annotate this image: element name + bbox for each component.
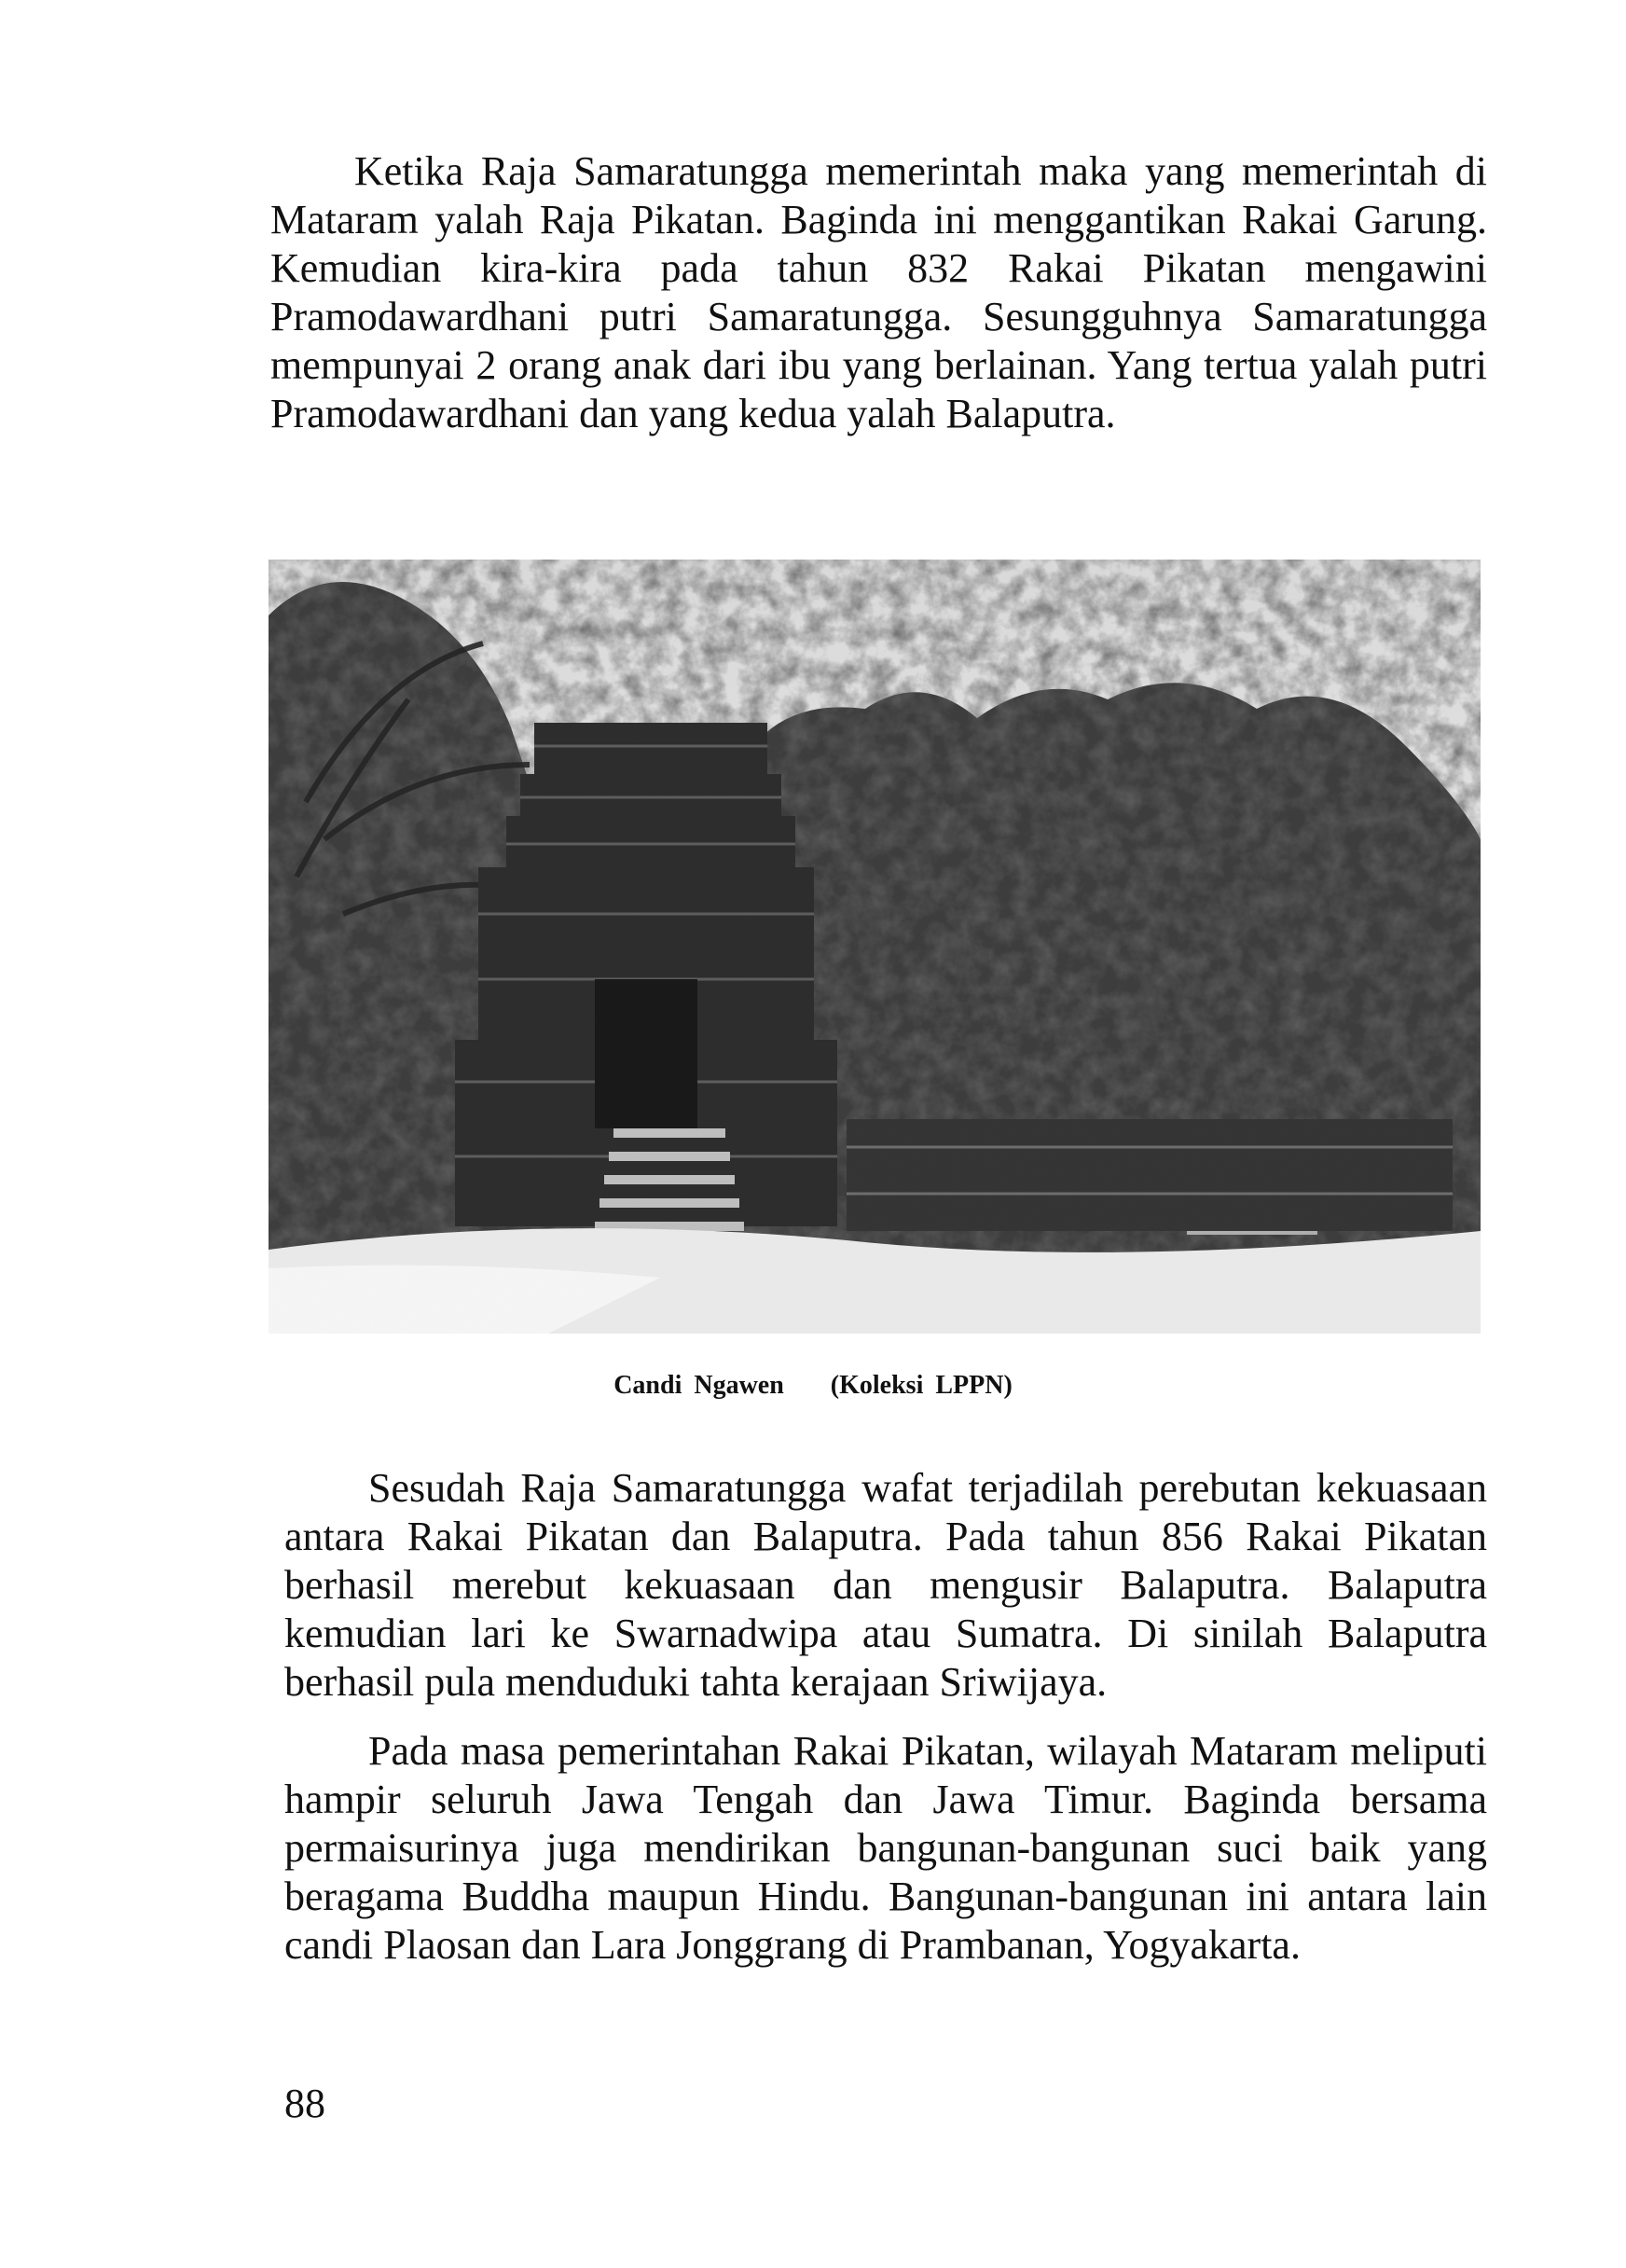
page-number: 88 <box>284 2081 325 2126</box>
paragraph-samaratungga: Ketika Raja Samaratungga memerintah maka yang memerintah di Mataram yalah Raja Pikatan. Baginda ini menggantikan Rakai Garung. Kemudian kira-kira pada tahun 832 Rakai Pikatan mengawini Pramodawardhani putri Samaratungga. Sesungguhnya Samaratungga mempunyai 2 orang anak dari ibu yang berlainan. Yang tertua yalah putri Pramodawardhani dan yang kedua yalah Balaputra. <box>270 148 1487 436</box>
candi-ngawen-photo <box>269 560 1481 1334</box>
figure-caption <box>0 1371 1626 1401</box>
caption-title: Candi Ngawen <box>613 1371 784 1400</box>
paragraph-rakai-pikatan: Pada masa pemerintahan Rakai Pikatan, wilayah Mataram meliputi hampir seluruh Jawa Tengah dan Jawa Timur. Baginda bersama permaisurinya juga mendirikan bangunan-bangunan suci baik yang beragama Buddha maupun Hindu. Bangunan-bangunan ini antara lain candi Plaosan dan Lara Jonggrang di Prambanan, Yogyakarta. <box>284 1728 1487 1968</box>
paragraph-perebutan-kekuasaan: Sesudah Raja Samaratungga wafat terjadilah perebutan kekuasaan antara Rakai Pikatan dan Balaputra. Pada tahun 856 Rakai Pikatan berhasil merebut kekuasaan dan mengusir Balaputra. Balaputra kemudian lari ke Swarnadwipa atau Sumatra. Di sinilah Balaputra berhasil pula menduduki tahta kerajaan Sriwijaya. <box>284 1465 1487 1705</box>
caption-credit: (Koleksi LPPN) <box>830 1371 1013 1400</box>
